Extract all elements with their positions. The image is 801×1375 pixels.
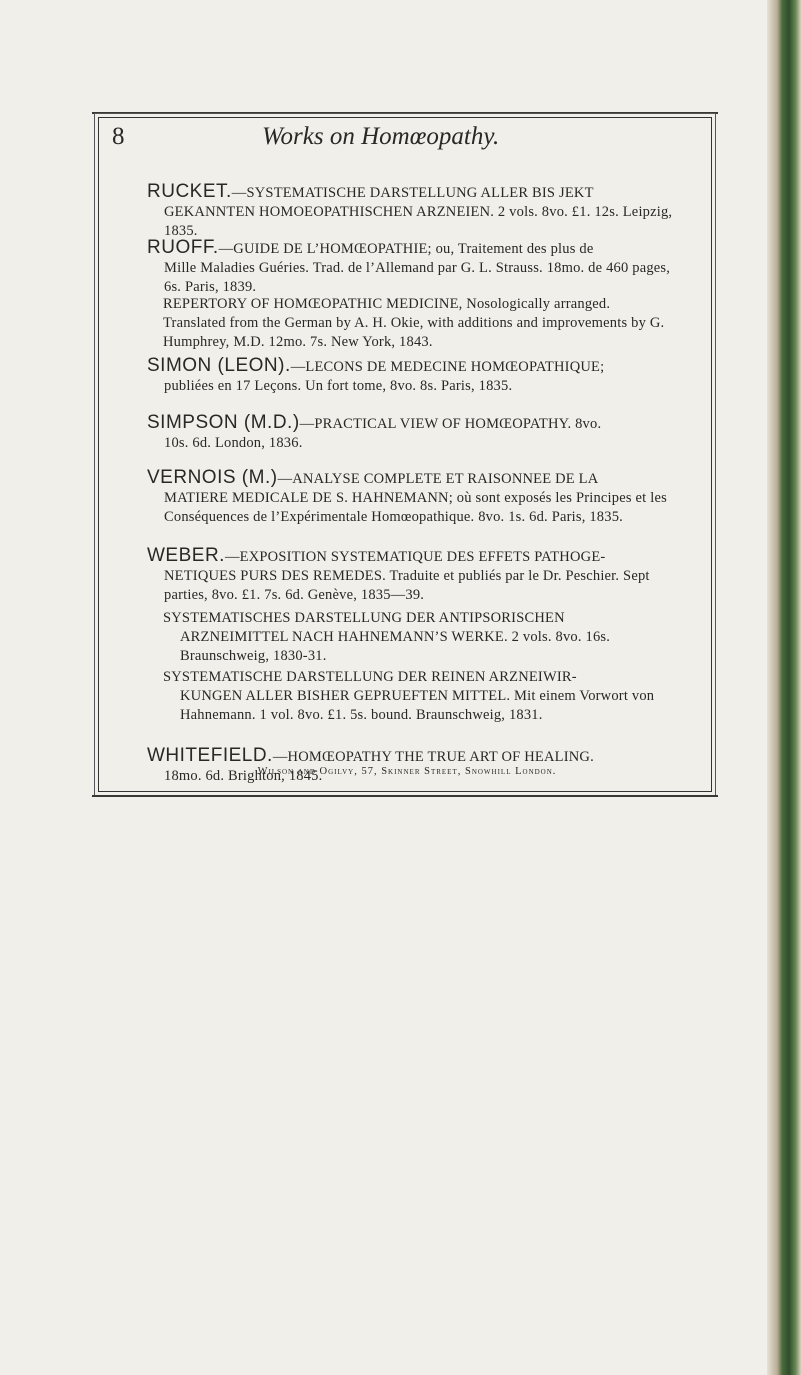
entry-systematische <box>163 668 687 725</box>
entry-rucket <box>147 182 687 241</box>
entry-author: SIMPSON (M.D.) <box>147 412 300 433</box>
entry-continuation: ARZNEIMITTEL NACH HAHNEMANN’S WERKE. 2 vols. 8vo. 16s. Braunschweig, 1830-31. <box>180 629 611 664</box>
entry-continuation: GEKANNTEN HOMOEOPATHISCHEN ARZNEIEN. 2 vols. 8vo. £1. 12s. Leipzig, 1835. <box>164 204 673 239</box>
page-header <box>112 123 702 155</box>
top-rule <box>92 112 718 114</box>
entry-systematisches <box>163 609 687 666</box>
entry-author: RUCKET. <box>147 181 232 202</box>
printer-imprint: Wilson and Ogilvy, 57, Skinner Street, Snowhill London. <box>257 766 557 777</box>
entry-first-line: —LECONS DE MEDECINE HOMŒOPATHIQUE; <box>290 359 605 375</box>
entry-simpson <box>147 413 687 453</box>
bottom-rule <box>92 795 718 797</box>
entry-author: SIMON (LEON). <box>147 355 291 376</box>
book-spine-edge <box>767 0 801 1375</box>
entry-repertory <box>163 295 687 352</box>
entry-ruoff <box>147 238 687 297</box>
entry-first-line: —ANALYSE COMPLETE ET RAISONNEE DE LA <box>277 471 599 487</box>
entry-author: WEBER. <box>147 545 225 566</box>
entry-first-line: SYSTEMATISCHE DARSTELLUNG DER REINEN ARZNEIWIR- <box>163 669 577 685</box>
entry-author: VERNOIS (M.) <box>147 467 278 488</box>
entry-continuation: KUNGEN ALLER BISHER GEPRUEFTEN MITTEL. Mit einem Vorwort von Hahnemann. 1 vol. 8vo. £1. 5s. bound. Braunschweig, 1831. <box>180 688 655 723</box>
entry-continuation: 18mo. 6d. Brighton, 1845. <box>164 768 323 784</box>
entry-continuation: NETIQUES PURS DES REMEDES. Traduite et publiés par le Dr. Peschier. Sept parties, 8vo. £1. 7s. 6d. Genève, 1835—39. <box>164 568 650 603</box>
page-number: 8 <box>112 123 125 150</box>
entry-first-line: —SYSTEMATISCHE DARSTELLUNG ALLER BIS JEKT <box>231 185 594 201</box>
entry-continuation: 10s. 6d. London, 1836. <box>164 435 303 451</box>
running-title: Works on Homœopathy. <box>262 123 500 150</box>
entry-first-line: —PRACTICAL VIEW OF HOMŒOPATHY. 8vo. <box>299 416 602 432</box>
entry-first-line: REPERTORY OF HOMŒOPATHIC MEDICINE, Nosologically arranged. <box>163 296 611 312</box>
entry-weber <box>147 546 687 605</box>
entry-continuation: Translated from the German by A. H. Okie, with additions and improvements by G. Humphrey, M.D. 12mo. 7s. New York, 1843. <box>163 315 665 350</box>
entry-first-line: —EXPOSITION SYSTEMATIQUE DES EFFETS PATHOGE- <box>224 549 606 565</box>
entry-continuation: publiées en 17 Leçons. Un fort tome, 8vo. 8s. Paris, 1835. <box>164 378 513 394</box>
entry-author: WHITEFIELD. <box>147 745 273 766</box>
entry-first-line: —GUIDE DE L’HOMŒOPATHIE; ou, Traitement des plus de <box>218 241 594 257</box>
entry-first-line: SYSTEMATISCHES DARSTELLUNG DER ANTIPSORISCHEN <box>163 610 565 626</box>
entry-simon <box>147 356 687 396</box>
entry-continuation: Mille Maladies Guéries. Trad. de l’Allemand par G. L. Strauss. 18mo. de 460 pages, 6s. Paris, 1839. <box>164 260 671 295</box>
entry-vernois <box>147 468 687 527</box>
entry-continuation: MATIERE MEDICALE DE S. HAHNEMANN; où sont exposés les Principes et les Conséquences de l’Expérimentale Homœopathique. 8vo. 1s. 6d. Paris, 1835. <box>164 490 667 525</box>
entry-first-line: —HOMŒOPATHY THE TRUE ART OF HEALING. <box>272 749 594 765</box>
entry-author: RUOFF. <box>147 237 219 258</box>
